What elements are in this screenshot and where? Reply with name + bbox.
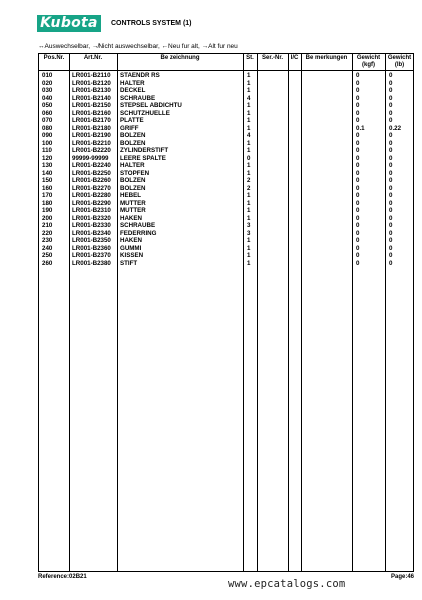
cell-part-number: LR001-B2380 (72, 259, 111, 267)
cell-weight-kgf: 0 (356, 87, 360, 94)
cell-description: STIFT (120, 259, 138, 267)
table-row (39, 245, 413, 253)
cell-part-number: LR001-B2140 (72, 94, 111, 102)
cell-pos: 260 (42, 259, 53, 267)
cell-weight-kgf: 0 (356, 162, 360, 169)
cell-pos: 170 (42, 192, 53, 199)
reference-label: Reference:02B21 (38, 574, 87, 580)
table-row (39, 230, 413, 238)
cell-pos: 110 (42, 147, 52, 154)
table-row (39, 125, 413, 133)
cell-part-number: LR001-B2160 (72, 109, 111, 117)
watermark: www.epcatalogs.com (228, 578, 346, 590)
cell-pos: 160 (42, 184, 53, 192)
cell-pos: 140 (42, 169, 53, 177)
table-row (39, 140, 413, 148)
cell-part-number: LR001-B2190 (72, 132, 111, 139)
cell-weight-kgf: 0 (356, 154, 360, 162)
cell-description: SCHRAUBE (120, 222, 156, 229)
cell-pos: 050 (42, 102, 53, 109)
header-st: St. (246, 55, 254, 61)
cell-quantity: 4 (247, 132, 251, 139)
cell-part-number: LR001-B2270 (72, 184, 111, 192)
cell-pos: 010 (42, 72, 53, 79)
cell-description: BOLZEN (120, 177, 146, 184)
cell-weight-kgf: 0 (356, 79, 360, 87)
cell-pos: 220 (42, 229, 53, 237)
cell-weight-kgf: 0 (356, 237, 360, 244)
cell-quantity: 1 (247, 214, 251, 222)
interchangeability-legend: ↔Auswechselbar, ↛Nicht auswechselbar, ←Neu fur alt, →Alt fur neu (38, 43, 238, 50)
cell-quantity: 3 (247, 229, 251, 237)
header-gewicht-kgf-line1: Gewicht (356, 55, 381, 61)
cell-weight-lb: 0 (389, 132, 393, 139)
table-row (39, 155, 413, 163)
table-row (39, 110, 413, 118)
cell-pos: 150 (42, 177, 53, 184)
cell-quantity: 1 (247, 237, 251, 244)
table-row (39, 72, 413, 80)
cell-description: DECKEL (120, 87, 146, 94)
cell-part-number: LR001-B2210 (72, 139, 111, 147)
cell-weight-kgf: 0 (356, 139, 360, 147)
header-gewicht-kgf (352, 55, 385, 68)
cell-quantity: 1 (247, 102, 251, 109)
cell-weight-kgf: 0 (356, 72, 360, 79)
cell-weight-lb: 0 (389, 214, 393, 222)
cell-part-number: LR001-B2220 (72, 147, 111, 154)
cell-pos: 200 (42, 214, 53, 222)
cell-weight-lb: 0 (389, 169, 393, 177)
cell-weight-kgf: 0 (356, 222, 360, 229)
cell-weight-lb: 0 (389, 117, 393, 124)
cell-weight-lb: 0 (389, 79, 393, 87)
cell-pos: 060 (42, 109, 53, 117)
cell-weight-lb: 0 (389, 87, 393, 94)
cell-description: SCHUTZHUELLE (120, 109, 170, 117)
table-row (39, 185, 413, 193)
cell-quantity: 2 (247, 184, 251, 192)
cell-description: BOLZEN (120, 139, 146, 147)
cell-quantity: 1 (247, 252, 251, 259)
cell-weight-lb: 0 (389, 147, 393, 154)
cell-weight-kgf: 0 (356, 147, 360, 154)
cell-pos: 250 (42, 252, 53, 259)
cell-weight-lb: 0 (389, 102, 393, 109)
cell-description: HAKEN (120, 214, 143, 222)
cell-description: ZYLINDERSTIFT (120, 147, 169, 154)
table-row (39, 207, 413, 215)
cell-quantity: 1 (247, 259, 251, 267)
cell-quantity: 4 (247, 94, 251, 102)
cell-weight-lb: 0 (389, 244, 393, 252)
cell-pos: 090 (42, 132, 53, 139)
cell-weight-lb: 0 (389, 222, 393, 229)
cell-part-number: LR001-B2310 (72, 207, 111, 214)
cell-part-number: LR001-B2320 (72, 214, 111, 222)
header-bezeichnung: Be zeichnung (160, 55, 200, 61)
cell-pos: 070 (42, 117, 53, 124)
cell-weight-lb: 0 (389, 177, 393, 184)
cell-weight-lb: 0 (389, 139, 393, 147)
cell-pos: 190 (42, 207, 53, 214)
cell-weight-kgf: 0 (356, 252, 360, 259)
header-pos: Pos.Nr. (43, 55, 65, 61)
cell-quantity: 1 (247, 147, 251, 154)
cell-weight-lb: 0 (389, 192, 393, 199)
cell-weight-kgf: 0 (356, 259, 360, 267)
cell-part-number: 99999-99999 (72, 154, 109, 162)
cell-part-number: LR001-B2170 (72, 117, 111, 124)
cell-weight-kgf: 0 (356, 132, 360, 139)
cell-weight-lb: 0.22 (389, 124, 402, 132)
cell-description: HEBEL (120, 192, 141, 199)
cell-weight-kgf: 0 (356, 169, 360, 177)
cell-pos: 040 (42, 94, 53, 102)
cell-weight-lb: 0 (389, 259, 393, 267)
cell-weight-kgf: 0 (356, 184, 360, 192)
cell-quantity: 1 (247, 117, 251, 124)
table-row (39, 237, 413, 245)
cell-pos: 210 (42, 222, 53, 229)
cell-pos: 180 (42, 199, 53, 207)
cell-description: HALTER (120, 79, 145, 87)
cell-quantity: 1 (247, 87, 251, 94)
cell-quantity: 0 (247, 154, 251, 162)
page-number: Page:46 (390, 574, 414, 580)
cell-description: STOPFEN (120, 169, 150, 177)
cell-part-number: LR001-B2110 (72, 72, 111, 79)
cell-pos: 230 (42, 237, 53, 244)
table-row (39, 117, 413, 125)
table-row (39, 192, 413, 200)
table-row (39, 95, 413, 103)
cell-part-number: LR001-B2370 (72, 252, 111, 259)
cell-weight-kgf: 0 (356, 192, 360, 199)
table-body (39, 72, 413, 267)
cell-description: GUMMI (120, 244, 142, 252)
cell-weight-lb: 0 (389, 207, 393, 214)
cell-weight-lb: 0 (389, 154, 393, 162)
cell-weight-kgf: 0 (356, 117, 360, 124)
cell-quantity: 1 (247, 207, 251, 214)
cell-part-number: LR001-B2280 (72, 192, 111, 199)
cell-quantity: 2 (247, 177, 251, 184)
cell-description: PLATTE (120, 117, 144, 124)
cell-weight-kgf: 0 (356, 229, 360, 237)
cell-weight-lb: 0 (389, 199, 393, 207)
table-row (39, 87, 413, 95)
cell-quantity: 1 (247, 169, 251, 177)
cell-weight-lb: 0 (389, 184, 393, 192)
cell-description: MUTTER (120, 207, 146, 214)
table-row (39, 222, 413, 230)
header-gewicht-kgf-line2: (kgf) (362, 61, 375, 68)
table-row (39, 252, 413, 260)
cell-quantity: 1 (247, 244, 251, 252)
cell-description: MUTTER (120, 199, 146, 207)
cell-part-number: LR001-B2120 (72, 79, 111, 87)
table-row (39, 132, 413, 140)
cell-quantity: 1 (247, 139, 251, 147)
header-bemerkungen: Be merkungen (305, 55, 348, 61)
cell-description: HAKEN (120, 237, 143, 244)
header-ser: Ser.-Nr. (261, 55, 283, 61)
cell-description: KISSEN (120, 252, 144, 259)
cell-weight-kgf: 0.1 (356, 124, 365, 132)
header-gewicht-lb (385, 55, 414, 68)
cell-part-number: LR001-B2360 (72, 244, 111, 252)
cell-pos: 240 (42, 244, 53, 252)
cell-quantity: 3 (247, 222, 251, 229)
header-gewicht-lb-line2: (lb) (394, 61, 405, 68)
cell-quantity: 1 (247, 162, 251, 169)
cell-weight-kgf: 0 (356, 207, 360, 214)
cell-weight-lb: 0 (389, 229, 393, 237)
cell-part-number: LR001-B2260 (72, 177, 111, 184)
table-row (39, 170, 413, 178)
cell-weight-lb: 0 (389, 94, 393, 102)
cell-part-number: LR001-B2350 (72, 237, 111, 244)
cell-weight-lb: 0 (389, 109, 393, 117)
cell-description: LEERE SPALTE (120, 154, 166, 162)
cell-weight-kgf: 0 (356, 244, 360, 252)
cell-description: FEDERRING (120, 229, 157, 237)
cell-part-number: LR001-B2130 (72, 87, 111, 94)
cell-description: STAENDR RS (120, 72, 160, 79)
cell-part-number: LR001-B2240 (72, 162, 111, 169)
cell-part-number: LR001-B2250 (72, 169, 111, 177)
cell-pos: 080 (42, 124, 53, 132)
cell-quantity: 1 (247, 124, 251, 132)
cell-weight-lb: 0 (389, 252, 393, 259)
table-row (39, 80, 413, 88)
cell-quantity: 1 (247, 79, 251, 87)
header-gewicht-lb-line1: Gewicht (387, 55, 412, 61)
cell-pos: 030 (42, 87, 53, 94)
cell-quantity: 1 (247, 192, 251, 199)
cell-part-number: LR001-B2330 (72, 222, 111, 229)
header-ic: I/C (290, 55, 299, 61)
cell-pos: 020 (42, 79, 53, 87)
cell-quantity: 1 (247, 199, 251, 207)
cell-part-number: LR001-B2340 (72, 229, 111, 237)
page-title: CONTROLS SYSTEM (1) (111, 20, 192, 27)
table-row (39, 260, 413, 268)
table-row (39, 147, 413, 155)
table-row (39, 215, 413, 223)
header-divider (39, 70, 413, 71)
cell-pos: 120 (42, 154, 53, 162)
header-art: Art.Nr. (83, 55, 103, 61)
cell-description: STEPSEL ABDICHTU (120, 102, 182, 109)
cell-weight-kgf: 0 (356, 177, 360, 184)
table-row (39, 162, 413, 170)
table-row (39, 177, 413, 185)
cell-description: GRIFF (120, 124, 139, 132)
cell-part-number: LR001-B2290 (72, 199, 111, 207)
cell-description: HALTER (120, 162, 145, 169)
cell-weight-kgf: 0 (356, 214, 360, 222)
table-row (39, 200, 413, 208)
cell-weight-lb: 0 (389, 237, 393, 244)
cell-weight-lb: 0 (389, 162, 393, 169)
cell-weight-kgf: 0 (356, 199, 360, 207)
table-row (39, 102, 413, 110)
cell-description: SCHRAUBE (120, 94, 156, 102)
cell-part-number: LR001-B2150 (72, 102, 111, 109)
cell-pos: 100 (42, 139, 53, 147)
cell-quantity: 1 (247, 109, 251, 117)
cell-weight-kgf: 0 (356, 109, 360, 117)
kubota-logo: Kubota (37, 15, 101, 32)
cell-pos: 130 (42, 162, 53, 169)
cell-description: BOLZEN (120, 184, 146, 192)
parts-table (38, 53, 414, 572)
cell-weight-lb: 0 (389, 72, 393, 79)
cell-quantity: 1 (247, 72, 251, 79)
cell-part-number: LR001-B2180 (72, 124, 111, 132)
cell-description: BOLZEN (120, 132, 146, 139)
cell-weight-kgf: 0 (356, 94, 360, 102)
cell-weight-kgf: 0 (356, 102, 360, 109)
